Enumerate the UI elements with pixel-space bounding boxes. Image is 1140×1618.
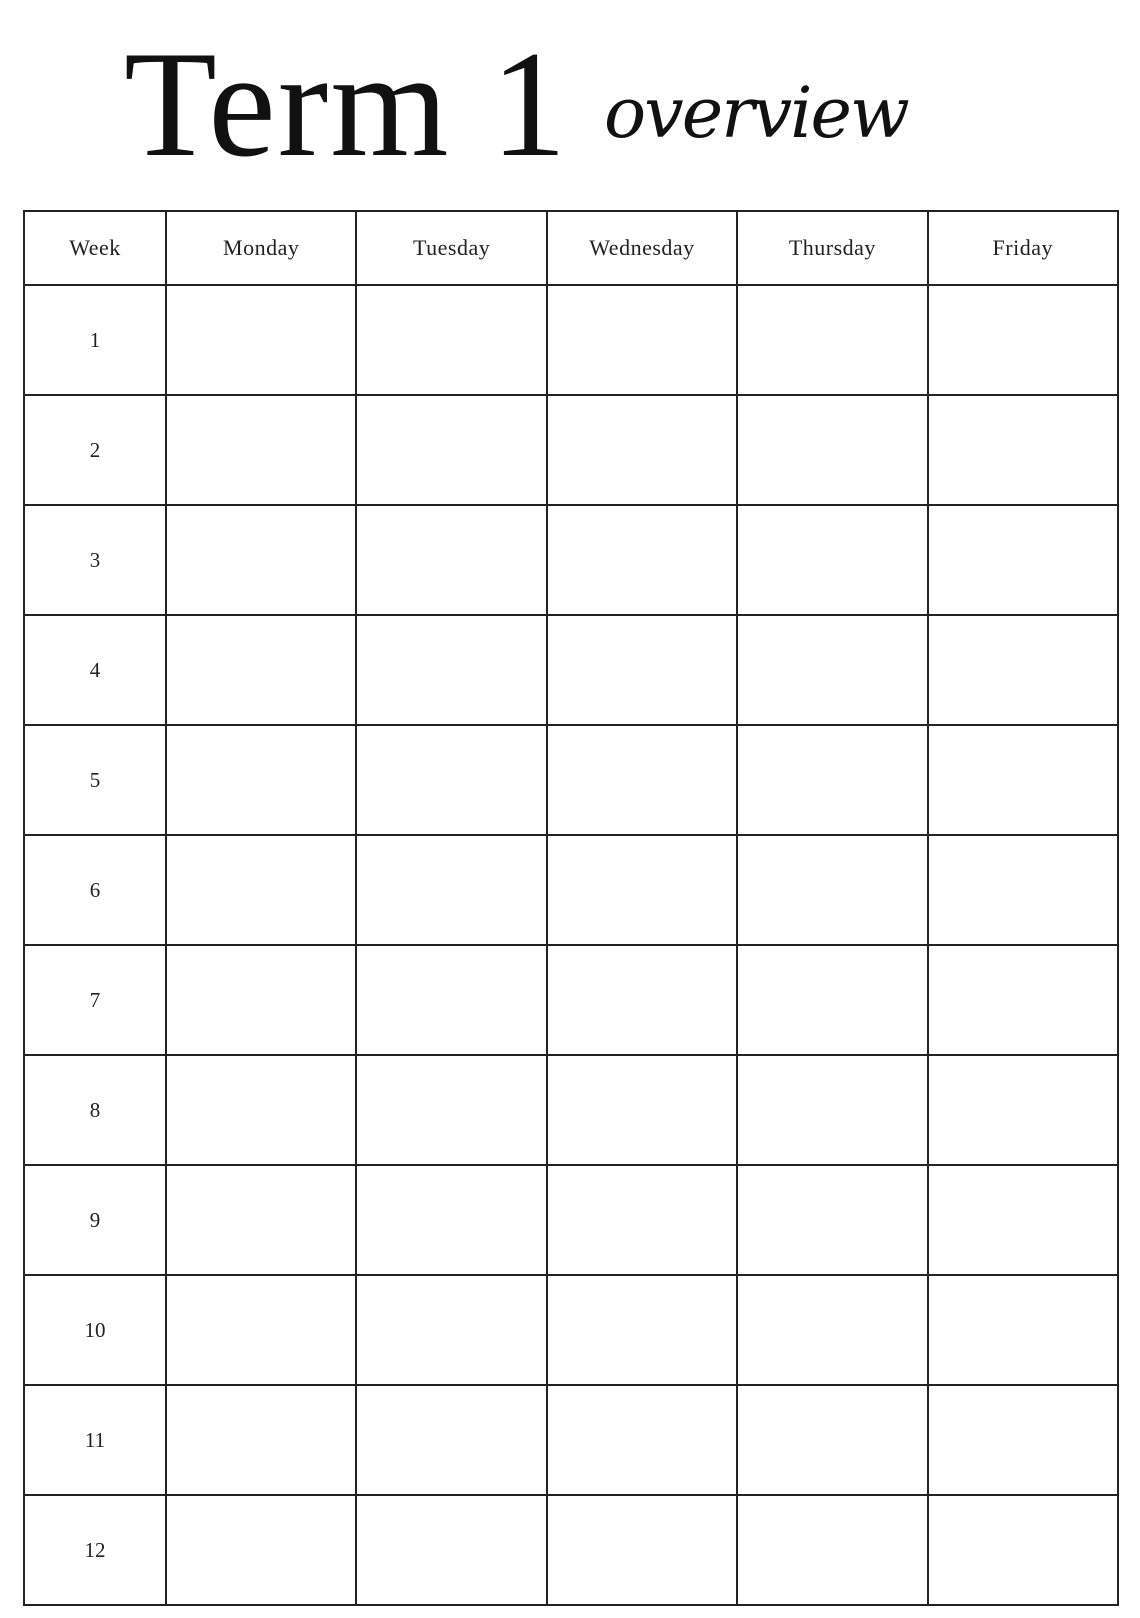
planner-cell-thursday[interactable] [737,725,927,835]
planner-cell-thursday[interactable] [737,395,927,505]
table-row [24,725,1118,835]
planner-cell-thursday[interactable] [737,1275,927,1385]
planner-cell-friday[interactable] [928,1495,1118,1605]
planner-cell-monday[interactable] [166,1165,356,1275]
week-number-cell: 4 [24,615,166,725]
week-number-cell: 8 [24,1055,166,1165]
planner-cell-friday[interactable] [928,945,1118,1055]
planner-cell-monday[interactable] [166,615,356,725]
table-row [24,285,1118,395]
planner-cell-thursday[interactable] [737,1495,927,1605]
week-number-cell: 3 [24,505,166,615]
planner-cell-thursday[interactable] [737,945,927,1055]
planner-cell-tuesday[interactable] [356,1165,546,1275]
planner-cell-monday[interactable] [166,395,356,505]
planner-cell-monday[interactable] [166,1055,356,1165]
planner-cell-monday[interactable] [166,1275,356,1385]
planner-cell-friday[interactable] [928,395,1118,505]
planner-cell-thursday[interactable] [737,285,927,395]
column-header-wednesday: Wednesday [547,211,737,285]
planner-cell-thursday[interactable] [737,615,927,725]
planner-cell-tuesday[interactable] [356,615,546,725]
planner-cell-monday[interactable] [166,285,356,395]
planner-cell-friday[interactable] [928,505,1118,615]
column-header-monday: Monday [166,211,356,285]
planner-cell-friday[interactable] [928,1055,1118,1165]
page-header [0,0,1140,200]
planner-cell-monday[interactable] [166,1495,356,1605]
planner-cell-thursday[interactable] [737,835,927,945]
planner-cell-tuesday[interactable] [356,505,546,615]
week-number-cell: 1 [24,285,166,395]
planner-cell-wednesday[interactable] [547,1055,737,1165]
planner-cell-monday[interactable] [166,725,356,835]
planner-cell-wednesday[interactable] [547,1385,737,1495]
planner-cell-monday[interactable] [166,835,356,945]
table-row [24,1275,1118,1385]
planner-cell-wednesday[interactable] [547,505,737,615]
planner-cell-tuesday[interactable] [356,285,546,395]
planner-cell-friday[interactable] [928,615,1118,725]
page-title: Term 1 [124,20,569,188]
planner-cell-friday[interactable] [928,725,1118,835]
table-row [24,1495,1118,1605]
planner-cell-tuesday[interactable] [356,1275,546,1385]
column-header-week: Week [24,211,166,285]
planner-cell-tuesday[interactable] [356,395,546,505]
week-number-cell: 10 [24,1275,166,1385]
week-number-cell: 12 [24,1495,166,1605]
header-row [24,211,1118,285]
planner-cell-wednesday[interactable] [547,1165,737,1275]
planner-cell-tuesday[interactable] [356,945,546,1055]
planner-cell-tuesday[interactable] [356,1385,546,1495]
planner-cell-wednesday[interactable] [547,285,737,395]
column-header-thursday: Thursday [737,211,927,285]
table-body [24,285,1118,1605]
table-row [24,395,1118,505]
planner-cell-friday[interactable] [928,1165,1118,1275]
table-row [24,1165,1118,1275]
table-row [24,505,1118,615]
planner-cell-thursday[interactable] [737,1385,927,1495]
table-row [24,1385,1118,1495]
table-row [24,615,1118,725]
planner-cell-tuesday[interactable] [356,1055,546,1165]
planner-cell-monday[interactable] [166,1385,356,1495]
table-row [24,835,1118,945]
table-row [24,945,1118,1055]
planner-cell-friday[interactable] [928,1385,1118,1495]
week-number-cell: 6 [24,835,166,945]
planner-cell-friday[interactable] [928,835,1118,945]
planner-cell-thursday[interactable] [737,1165,927,1275]
planner-cell-wednesday[interactable] [547,1275,737,1385]
week-number-cell: 7 [24,945,166,1055]
planner-cell-wednesday[interactable] [547,395,737,505]
planner-cell-wednesday[interactable] [547,1495,737,1605]
week-number-cell: 11 [24,1385,166,1495]
term-overview-table [23,210,1119,1606]
planner-cell-tuesday[interactable] [356,1495,546,1605]
planner-cell-wednesday[interactable] [547,725,737,835]
planner-cell-tuesday[interactable] [356,835,546,945]
planner-cell-monday[interactable] [166,945,356,1055]
page-title-script: overview [604,72,908,154]
table-row [24,1055,1118,1165]
planner-cell-wednesday[interactable] [547,835,737,945]
week-number-cell: 5 [24,725,166,835]
column-header-friday: Friday [928,211,1118,285]
column-header-tuesday: Tuesday [356,211,546,285]
planner-cell-thursday[interactable] [737,505,927,615]
planner-cell-wednesday[interactable] [547,615,737,725]
planner-cell-wednesday[interactable] [547,945,737,1055]
planner-cell-monday[interactable] [166,505,356,615]
planner-cell-thursday[interactable] [737,1055,927,1165]
week-number-cell: 9 [24,1165,166,1275]
planner-cell-tuesday[interactable] [356,725,546,835]
week-number-cell: 2 [24,395,166,505]
planner-cell-friday[interactable] [928,285,1118,395]
planner-cell-friday[interactable] [928,1275,1118,1385]
